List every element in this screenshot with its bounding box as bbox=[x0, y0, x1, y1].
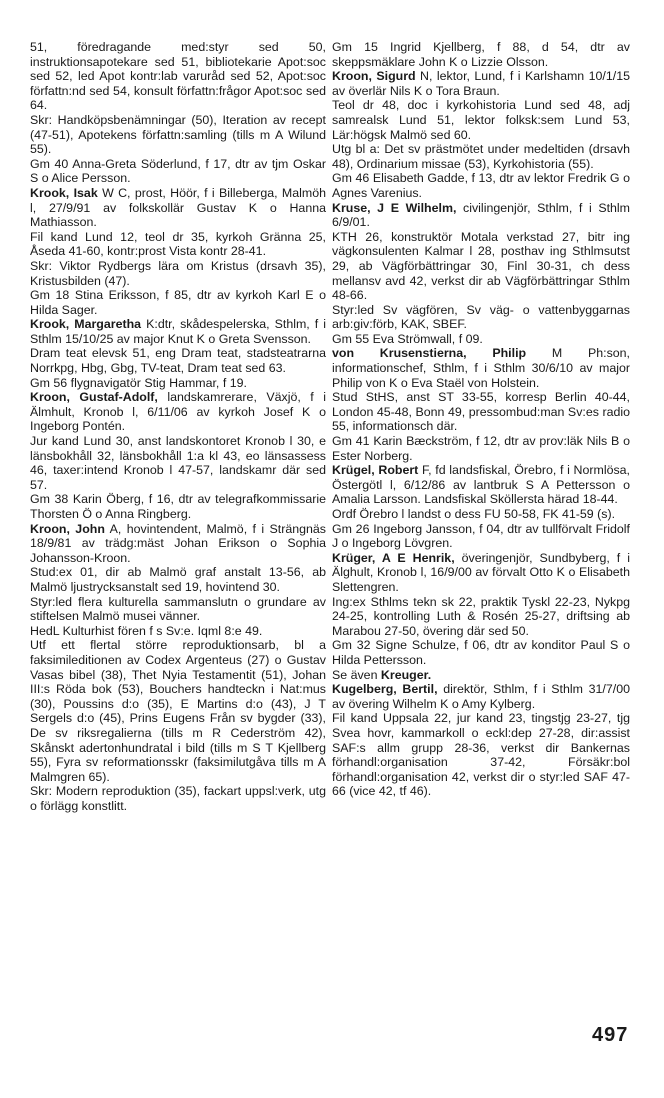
entry-text: KTH 26, konstruktör Motala verkstad 27, bitr ing vägkonsulenten Kalmar l 28, posthav ing Sthlmsutst 29, ab Vägförbättringar 30, Finl 30-31, ch dess mellansv avd 42, verkst dir ab Vägförbättringar Sthlm 48-66. bbox=[332, 229, 630, 303]
entry-text: Teol dr 48, doc i kyrkohistoria Lund sed 48, adj samrealsk Lund 51, lektor folksk:sem Lund 53, Lär:högsk Malmö sed 60. bbox=[332, 98, 630, 142]
entry-text: K:dtr, skådespelerska, Sthlm, f i Sthlm 15/10/25 av major Knut K o Greta Svensson. bbox=[30, 317, 327, 346]
entry-name: Krook, Isak bbox=[30, 185, 98, 200]
entry-paragraph bbox=[30, 113, 326, 157]
entry-paragraph bbox=[30, 624, 326, 639]
entry-text: Gm 18 Stina Eriksson, f 85, dtr av kyrkoh Karl E o Hilda Sager. bbox=[30, 288, 326, 317]
cross-reference-prefix: Se även bbox=[332, 667, 381, 682]
entry-paragraph bbox=[332, 434, 630, 463]
entry-paragraph bbox=[332, 638, 630, 667]
entry-text: Fil kand Lund 12, teol dr 35, kyrkoh Gränna 25, Åseda 41-60, kontr:prost Vista kontr 28-41. bbox=[30, 229, 326, 259]
entry-paragraph bbox=[332, 507, 630, 522]
entry-paragraph bbox=[30, 157, 326, 186]
entry-text: N, lektor, Lund, f i Karlshamn 10/1/15 av överlär Nils K o Tora Braun. bbox=[332, 69, 630, 98]
entry-paragraph bbox=[30, 376, 326, 391]
entry-text: Stud:ex 01, dir ab Malmö graf anstalt 13-56, ab Malmö ljustrycksanstalt sed 19, hovintend 30. bbox=[30, 565, 326, 594]
entry-text: 51, föredragande med:styr sed 50, instruktionsapotekare sed 51, bibliotekarie Apot:soc sed 52, led Apot kontr:lab varuråd sed 52, Apot:soc författn:nd sed 54, konsult författn:frågor Apot:soc sed 64. bbox=[30, 40, 326, 113]
entry-text: F, fd landsfiskal, Örebro, f i Normlösa, Östergötl l, 6/12/86 av lantbruk S A Pettersson o Amalia Larsson. Landsfiskal Sköllersta härad 18-44. bbox=[332, 463, 630, 507]
entry-text: Gm 32 Signe Schulze, f 06, dtr av konditor Paul S o Hilda Pettersson. bbox=[332, 638, 630, 667]
entry-paragraph bbox=[332, 303, 630, 332]
right-column bbox=[332, 40, 630, 799]
entry-name: Kugelberg, Bertil, bbox=[332, 682, 438, 697]
entry-paragraph bbox=[30, 565, 326, 594]
entry-text: W C, prost, Höör, f i Billeberga, Malmöh l, 27/9/91 av folkskollär Gustav K o Hanna Mathiasson. bbox=[30, 185, 326, 230]
entry-paragraph bbox=[30, 40, 326, 113]
entry-paragraph bbox=[30, 346, 326, 375]
entry-paragraph bbox=[332, 390, 630, 434]
entry-text: HedL Kulturhist fören f s Sv:e. Iqml 8:e 49. bbox=[30, 623, 263, 638]
entry-text: landskamrerare, Växjö, f i Älmhult, Kronob l, 6/11/06 av kyrkoh Josef K o Ingeborg Pontén. bbox=[30, 390, 326, 434]
entry-name: von Krusenstierna, Philip bbox=[332, 346, 527, 361]
entry-heading-paragraph bbox=[332, 668, 630, 683]
entry-text: Ing:ex Sthlms tekn sk 22, praktik Tyskl 22-23, Nykpg 24-25, kontrolling Luth & Rosén 25-27, driftsing ab Marabou 27-50, övering där sed 50. bbox=[332, 594, 630, 638]
entry-name: Kroon, Sigurd bbox=[332, 69, 416, 84]
entry-paragraph bbox=[332, 711, 630, 799]
entry-paragraph bbox=[332, 142, 630, 171]
entry-paragraph bbox=[332, 522, 630, 551]
entry-text: Gm 41 Karin Bæckström, f 12, dtr av prov:läk Nils B o Ester Norberg. bbox=[332, 434, 630, 463]
entry-heading-paragraph bbox=[332, 551, 630, 595]
left-column bbox=[30, 40, 326, 813]
entry-text: Gm 26 Ingeborg Jansson, f 04, dtr av tullförvalt Fridolf J o Ingeborg Lövgren. bbox=[332, 521, 630, 551]
entry-text: Gm 38 Karin Öberg, f 16, dtr av telegrafkommissarie Thorsten Ö o Anna Ringberg. bbox=[30, 492, 326, 521]
entry-paragraph bbox=[30, 230, 326, 259]
entry-text: Stud StHS, anst ST 33-55, korresp Berlin 40-44, London 45-48, Bonn 49, pressombud:man Sv:es radio 55, informationsch där. bbox=[332, 390, 630, 434]
entry-name: Kreuger. bbox=[380, 667, 432, 682]
entry-text: Gm 56 flygnavigatör Stig Hammar, f 19. bbox=[30, 375, 247, 390]
entry-text: Skr: Handköpsbenämningar (50), Iteration av recept (47-51), Apotekens författn:samling (tills m A Wilund 55). bbox=[30, 112, 326, 157]
entry-heading-paragraph bbox=[332, 69, 630, 98]
entry-paragraph bbox=[30, 259, 326, 288]
entry-text: Skr: Modern reproduktion (35), fackart uppsl:verk, utg o förlägg konstlitt. bbox=[30, 784, 326, 813]
entry-name: Kroon, Gustaf-Adolf, bbox=[30, 390, 158, 405]
entry-text: M Ph:son, informationschef, Sthlm, f i Sthlm 30/6/10 av major Philip von K o Eva Staël von Holstein. bbox=[332, 346, 630, 390]
entry-paragraph bbox=[30, 434, 326, 492]
entry-text: Utf ett flertal större reproduktionsarb, bl a faksimileditionen av Codex Argenteus (27) o Gustav Vasas bibel (38), Thet Nyia Testamentit (51), Johan III:s Röda bok (53), Bouchers handteckn i Nat:mus (30), Poussins d:o (35), E Martins d:o (43), J T Sergels d:o (45), Prins Eugens Från sv bygder (33), De sv riksregalierna (tills m R Cederström 42), Skånskt adertonhundratal i bild (tills m S T Kjellberg 55), Fyra sv reformationsskr (faksimilutgåva tills m A Malmgren 65). bbox=[30, 638, 326, 784]
entry-text: Utg bl a: Det sv prästmötet under medeltiden (drsavh 48), Ordinarium missae (53), Kyrkohistoria (55). bbox=[332, 142, 630, 171]
entry-text: Fil kand Uppsala 22, jur kand 23, tingstjg 23-27, tjg Svea hovr, kammarkoll o eckl:dep 27-28, dir:assist SAF:s allm grupp 28-36, verkst dir Bankernas förhandl:organisation 37-42, Försäkr:bol förhandl:organisation 42, verkst dir o styr:led SAF 47-66 (vice 42, tf 46). bbox=[332, 711, 630, 799]
entry-paragraph bbox=[30, 492, 326, 521]
entry-name: Krüger, A E Henrik, bbox=[332, 550, 455, 565]
entry-text: Dram teat elevsk 51, eng Dram teat, stadsteatrarna Norrkpg, Hbg, Gbg, TV-teat, Dram teat sed 63. bbox=[30, 346, 326, 376]
entry-paragraph bbox=[332, 171, 630, 200]
entry-text: Jur kand Lund 30, anst landskontoret Kronob l 30, e länsbokhåll 32, länsbokhåll 1:a kl 43, eo länsassess 46, taxer:intend Kronob l 47-57, landskamr där sed 57. bbox=[30, 434, 326, 492]
entry-text: Ordf Örebro l landst o dess FU 50-58, FK 41-59 (s). bbox=[332, 507, 616, 521]
entry-text: Styr:led Sv vägfören, Sv väg- o vattenbyggarnas arb:giv:förb, KAK, SBEF. bbox=[332, 302, 630, 332]
entry-heading-paragraph bbox=[30, 390, 326, 434]
entry-text: Skr: Viktor Rydbergs lära om Kristus (drsavh 35), Kristusbilden (47). bbox=[30, 258, 326, 288]
entry-heading-paragraph bbox=[332, 682, 630, 711]
entry-name: Krügel, Robert bbox=[332, 463, 419, 478]
entry-heading-paragraph bbox=[30, 522, 326, 566]
entry-heading-paragraph bbox=[332, 201, 630, 230]
entry-name: Kruse, J E Wilhelm, bbox=[332, 200, 457, 215]
entry-heading-paragraph bbox=[30, 186, 326, 230]
entry-text: direktör, Sthlm, f i Sthlm 31/7/00 av övering Wilhelm K o Amy Kylberg. bbox=[332, 682, 630, 711]
entry-paragraph bbox=[30, 638, 326, 784]
entry-text: Gm 15 Ingrid Kjellberg, f 88, d 54, dtr av skeppsmäklare John K o Lizzie Olsson. bbox=[332, 40, 630, 69]
entry-text: överingenjör, Sundbyberg, f i Älghult, Kronob l, 16/9/00 av förvalt Otto K o Elisabeth Slettengren. bbox=[332, 550, 630, 594]
entry-paragraph bbox=[332, 40, 630, 69]
entry-text: Gm 46 Elisabeth Gadde, f 13, dtr av lektor Fredrik G o Agnes Varenius. bbox=[332, 171, 630, 200]
entry-text: Styr:led flera kulturella sammanslutn o grundare av stiftelsen Malmö musei vänner. bbox=[30, 594, 326, 624]
entry-text: civilingenjör, Sthlm, f i Sthlm 6/9/01. bbox=[332, 200, 630, 230]
entry-paragraph bbox=[30, 595, 326, 624]
entry-heading-paragraph bbox=[332, 463, 630, 507]
entry-paragraph bbox=[332, 332, 630, 347]
entry-paragraph bbox=[30, 288, 326, 317]
entry-text: Gm 40 Anna-Greta Söderlund, f 17, dtr av tjm Oskar S o Alice Persson. bbox=[30, 156, 326, 186]
entry-name: Krook, Margaretha bbox=[30, 317, 142, 332]
entry-paragraph bbox=[332, 98, 630, 142]
entry-paragraph bbox=[30, 784, 326, 813]
entry-heading-paragraph bbox=[30, 317, 326, 346]
entry-text: A, hovintendent, Malmö, f i Strängnäs 18/9/81 av trädg:mäst Johan Erikson o Sophia Johansson-Kroon. bbox=[30, 521, 326, 565]
entry-paragraph bbox=[332, 230, 630, 303]
entry-heading-paragraph bbox=[332, 346, 630, 390]
page-number: 497 bbox=[592, 1024, 629, 1046]
entry-paragraph bbox=[332, 595, 630, 639]
entry-name: Kroon, John bbox=[30, 521, 105, 536]
entry-text: Gm 55 Eva Strömwall, f 09. bbox=[332, 331, 483, 346]
